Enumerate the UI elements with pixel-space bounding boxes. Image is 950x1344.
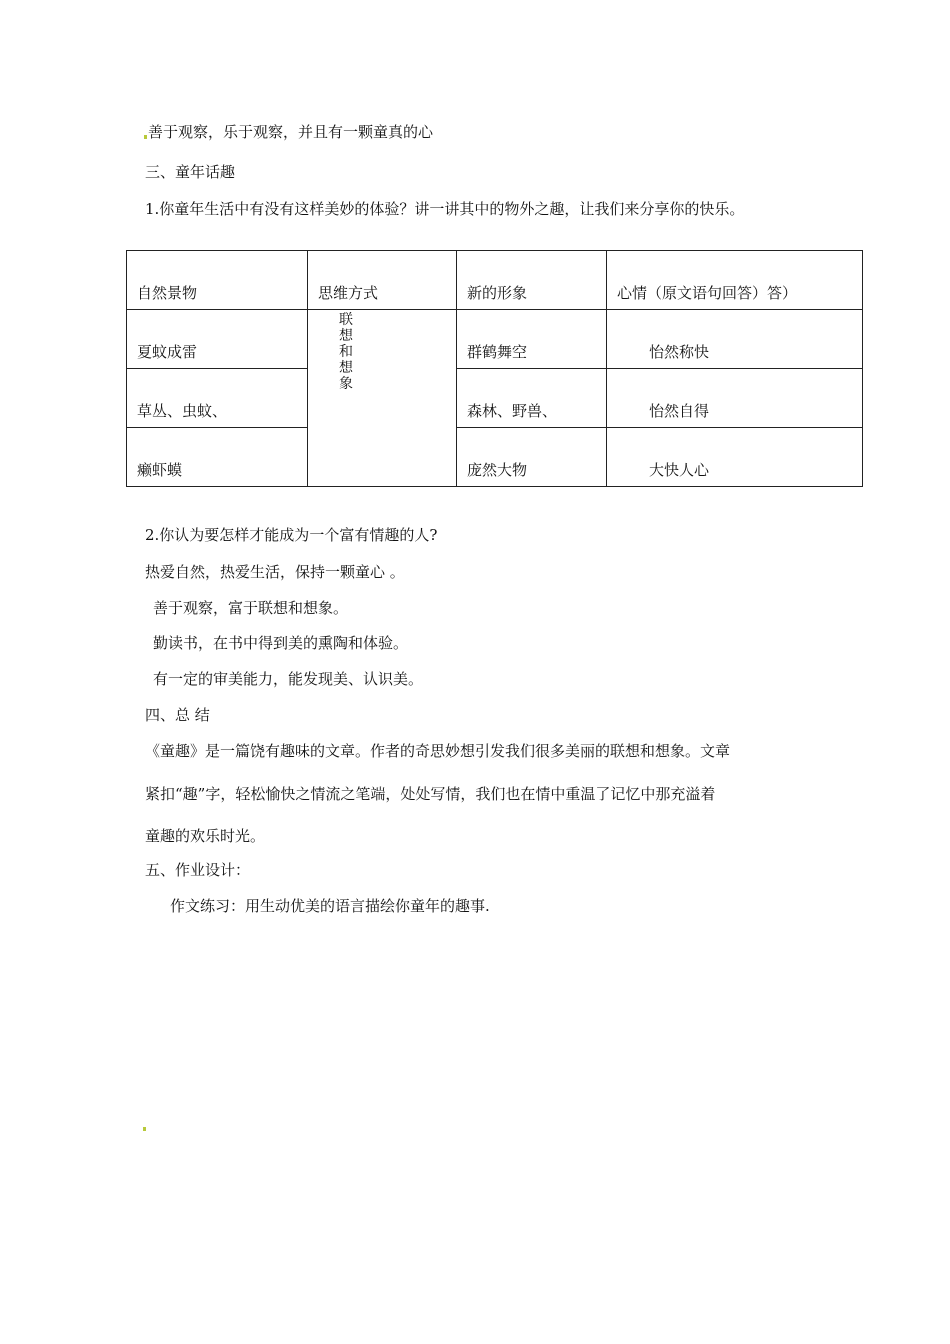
table-row	[127, 428, 863, 487]
question-1: 1.你童年生活中有没有这样美妙的体验？讲一讲其中的物外之趣，让我们来分享你的快乐。	[145, 200, 745, 218]
question-2: 2.你认为要怎样才能成为一个富有情趣的人?	[145, 526, 438, 544]
method-vertical-text: 联想和想象	[339, 312, 353, 392]
section-5-heading: 五、作业设计：	[145, 861, 251, 879]
table-row	[127, 310, 863, 369]
observation-line: 善于观察，乐于观察，并且有一颗童真的心	[148, 123, 434, 141]
cell-nature: 夏蚊成雷	[127, 310, 308, 369]
header-nature: 自然景物	[127, 251, 308, 310]
cell-image: 森林、野兽、	[457, 369, 607, 428]
cell-nature: 草丛、虫蚊、	[127, 369, 308, 428]
header-mood: 心情（原文语句回答）答）	[607, 251, 863, 310]
decorative-dot-bottom	[143, 1127, 146, 1131]
homework-text: 作文练习：用生动优美的语言描绘你童年的趣事.	[170, 897, 490, 915]
header-image: 新的形象	[457, 251, 607, 310]
section-3-heading: 三、童年话趣	[145, 163, 236, 181]
answer-4: 有一定的审美能力，能发现美、认识美。	[153, 670, 424, 688]
answer-3: 勤读书，在书中得到美的熏陶和体验。	[153, 634, 409, 652]
table-row	[127, 369, 863, 428]
header-method: 思维方式	[308, 251, 457, 310]
table-header-row	[127, 251, 863, 310]
summary-line-1: 《童趣》是一篇饶有趣味的文章。作者的奇思妙想引发我们很多美丽的联想和想象。文章	[145, 742, 731, 760]
cell-method-merged	[308, 310, 457, 487]
section-4-heading: 四、总 结	[145, 706, 210, 724]
cell-image: 群鹤舞空	[457, 310, 607, 369]
cell-mood: 怡然称快	[607, 310, 863, 369]
summary-line-3: 童趣的欢乐时光。	[145, 827, 266, 845]
cell-nature: 癞虾蟆	[127, 428, 308, 487]
cell-mood: 怡然自得	[607, 369, 863, 428]
cell-mood: 大快人心	[607, 428, 863, 487]
cell-image: 庞然大物	[457, 428, 607, 487]
answer-1: 热爱自然，热爱生活，保持一颗童心 。	[145, 563, 405, 581]
childhood-fun-table	[126, 250, 863, 487]
answer-2: 善于观察，富于联想和想象。	[153, 599, 349, 617]
decorative-dot-top	[144, 135, 147, 139]
summary-line-2: 紧扣“趣”字，轻松愉快之情流之笔端，处处写情，我们也在情中重温了记忆中那充溢着	[145, 785, 716, 803]
